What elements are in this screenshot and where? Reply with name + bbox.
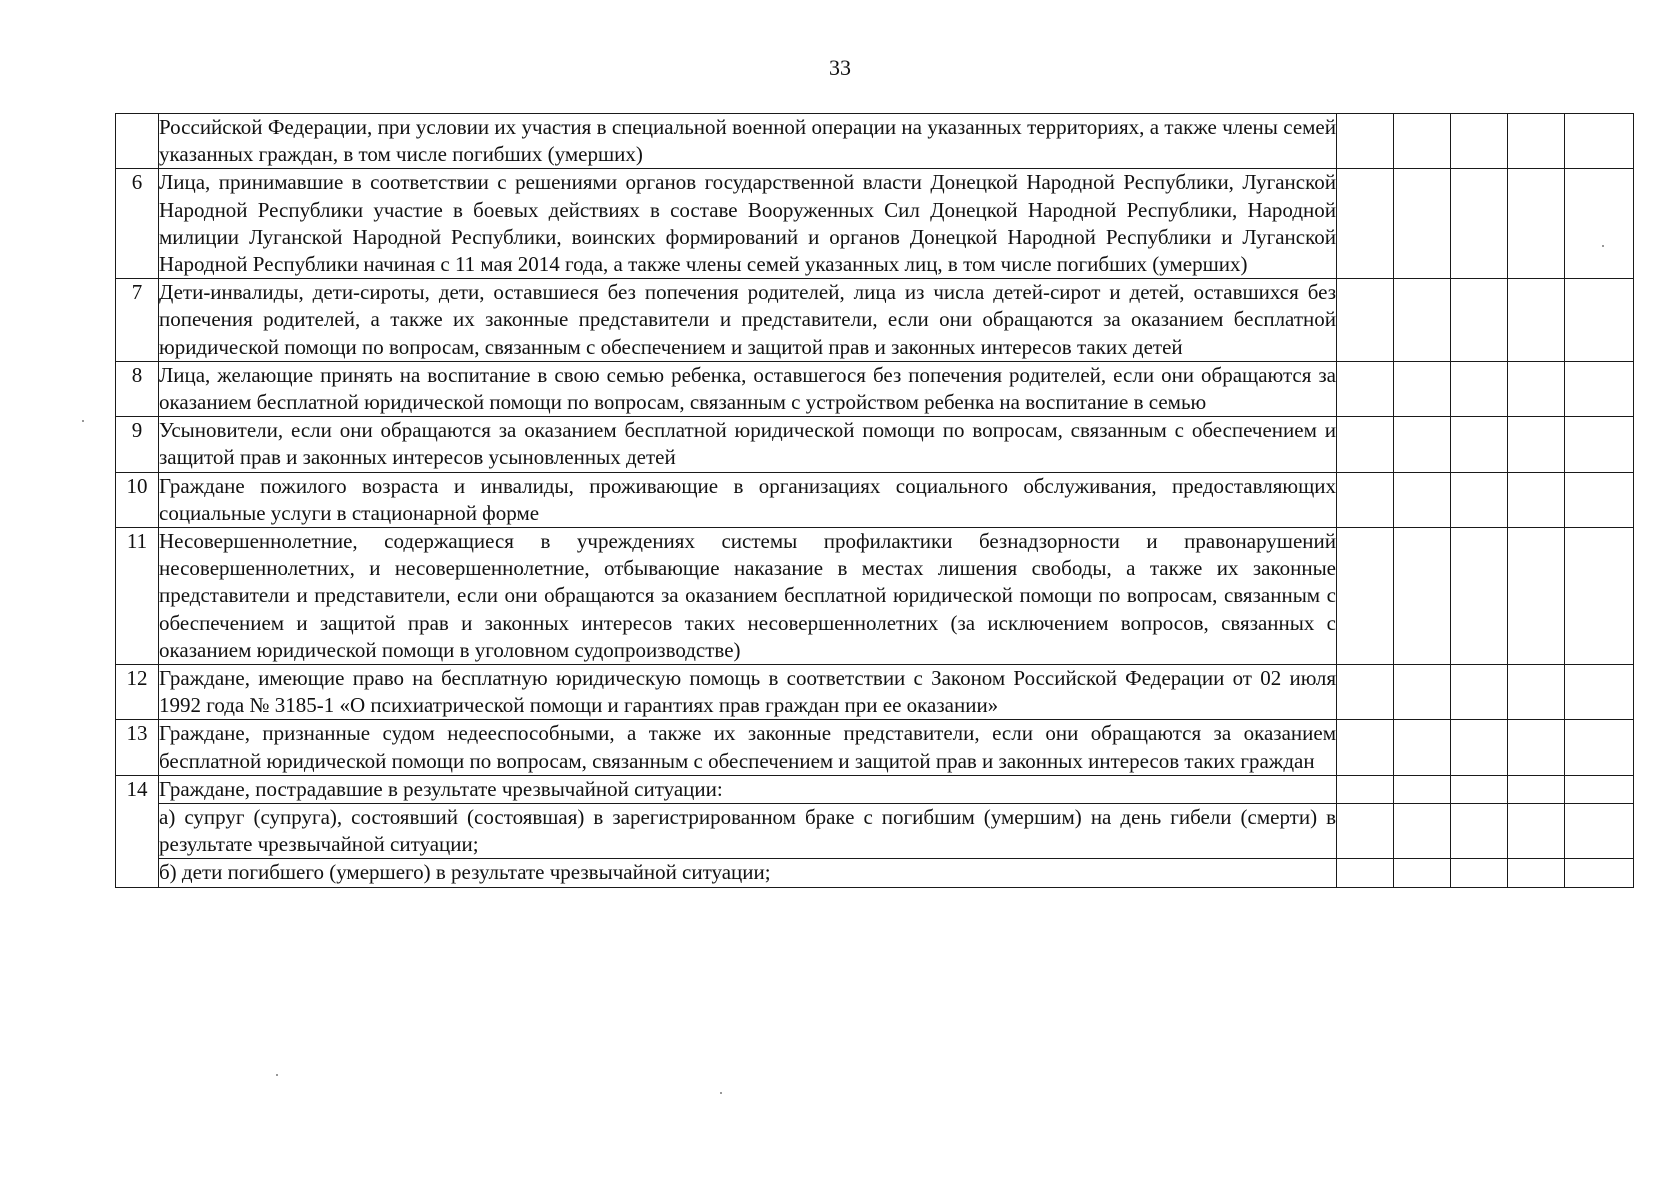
row-number-cell: 8 xyxy=(116,361,159,416)
empty-cell xyxy=(1451,417,1508,472)
table-row xyxy=(116,114,1634,169)
page-number: 33 xyxy=(829,55,851,80)
empty-cell xyxy=(1451,775,1508,803)
empty-cell xyxy=(1394,114,1451,169)
empty-cell xyxy=(1508,417,1565,472)
empty-cell xyxy=(1508,472,1565,527)
empty-cell xyxy=(1451,279,1508,362)
empty-cell xyxy=(1565,169,1634,279)
empty-cell xyxy=(1565,859,1634,887)
empty-cell xyxy=(1451,528,1508,665)
empty-cell xyxy=(1394,472,1451,527)
row-number-cell: 11 xyxy=(116,528,159,665)
empty-cell xyxy=(1565,279,1634,362)
empty-cell xyxy=(1565,417,1634,472)
empty-cell xyxy=(1337,528,1394,665)
empty-cell xyxy=(1508,720,1565,775)
category-text-cell: Граждане, имеющие право на бесплатную юридическую помощь в соответствии с Законом Российской Федерации от 02 июля 1992 года № 3185-1 «О психиатрической помощи и гарантиях прав граждан при ее оказании» xyxy=(159,665,1337,720)
empty-cell xyxy=(1565,665,1634,720)
empty-cell xyxy=(1394,859,1451,887)
empty-cell xyxy=(1394,804,1451,859)
table-row xyxy=(116,417,1634,472)
empty-cell xyxy=(1394,775,1451,803)
empty-cell xyxy=(1337,114,1394,169)
scan-speck xyxy=(82,420,84,422)
table-row xyxy=(116,720,1634,775)
empty-cell xyxy=(1394,279,1451,362)
empty-cell xyxy=(1394,665,1451,720)
row-number-cell: 14 xyxy=(116,775,159,887)
empty-cell xyxy=(1508,528,1565,665)
row-number-cell xyxy=(116,114,159,169)
empty-cell xyxy=(1508,114,1565,169)
row-number-cell: 10 xyxy=(116,472,159,527)
empty-cell xyxy=(1451,859,1508,887)
empty-cell xyxy=(1394,528,1451,665)
row-number-cell: 12 xyxy=(116,665,159,720)
empty-cell xyxy=(1337,720,1394,775)
empty-cell xyxy=(1394,361,1451,416)
empty-cell xyxy=(1565,804,1634,859)
empty-cell xyxy=(1508,859,1565,887)
row-number-cell: 7 xyxy=(116,279,159,362)
subcategory-text-cell: б) дети погибшего (умершего) в результате чрезвычайной ситуации; xyxy=(159,859,1337,887)
row-number-cell: 6 xyxy=(116,169,159,279)
empty-cell xyxy=(1394,417,1451,472)
table-subrow xyxy=(116,859,1634,887)
empty-cell xyxy=(1337,169,1394,279)
empty-cell xyxy=(1508,279,1565,362)
empty-cell xyxy=(1508,804,1565,859)
empty-cell xyxy=(1451,665,1508,720)
empty-cell xyxy=(1451,114,1508,169)
empty-cell xyxy=(1451,804,1508,859)
empty-cell xyxy=(1565,114,1634,169)
category-text-cell: Усыновители, если они обращаются за оказанием бесплатной юридической помощи по вопросам, связанным с обеспечением и защитой прав и законных интересов усыновленных детей xyxy=(159,417,1337,472)
empty-cell xyxy=(1337,361,1394,416)
category-text-cell: Граждане, пострадавшие в результате чрезвычайной ситуации: xyxy=(159,775,1337,803)
table-row xyxy=(116,169,1634,279)
empty-cell xyxy=(1394,169,1451,279)
scan-speck xyxy=(276,1074,278,1076)
table-row xyxy=(116,775,1634,803)
table-row xyxy=(116,665,1634,720)
empty-cell xyxy=(1337,665,1394,720)
empty-cell xyxy=(1565,472,1634,527)
category-text-cell: Российской Федерации, при условии их участия в специальной военной операции на указанных территориях, а также члены семей указанных граждан, в том числе погибших (умерших) xyxy=(159,114,1337,169)
category-text-cell: Лица, желающие принять на воспитание в свою семью ребенка, оставшегося без попечения родителей, если они обращаются за оказанием бесплатной юридической помощи по вопросам, связанным с устройством ребенка на воспитание в семью xyxy=(159,361,1337,416)
subcategory-text-cell: а) супруг (супруга), состоявший (состоявшая) в зарегистрированном браке с погибшим (умершим) на день гибели (смерти) в результате чрезвычайной ситуации; xyxy=(159,804,1337,859)
table-row xyxy=(116,361,1634,416)
empty-cell xyxy=(1565,361,1634,416)
scan-speck xyxy=(720,1092,722,1094)
beneficiaries-table xyxy=(115,113,1634,888)
empty-cell xyxy=(1451,472,1508,527)
empty-cell xyxy=(1565,528,1634,665)
table-row xyxy=(116,279,1634,362)
empty-cell xyxy=(1337,279,1394,362)
row-number-cell: 9 xyxy=(116,417,159,472)
empty-cell xyxy=(1451,169,1508,279)
category-text-cell: Граждане, признанные судом недееспособными, а также их законные представители, если они обращаются за оказанием бесплатной юридической помощи по вопросам, связанным с обеспечением и защитой прав и законных интересов таких граждан xyxy=(159,720,1337,775)
empty-cell xyxy=(1508,775,1565,803)
category-text-cell: Граждане пожилого возраста и инвалиды, проживающие в организациях социального обслуживания, предоставляющих социальные услуги в стационарной форме xyxy=(159,472,1337,527)
row-number-cell: 13 xyxy=(116,720,159,775)
empty-cell xyxy=(1508,361,1565,416)
category-text-cell: Дети-инвалиды, дети-сироты, дети, оставшиеся без попечения родителей, лица из числа детей-сирот и детей, оставшихся без попечения родителей, а также их законные представители и представители, если они обращаются за оказанием бесплатной юридической помощи по вопросам, связанным с обеспечением и защитой прав и законных интересов таких детей xyxy=(159,279,1337,362)
empty-cell xyxy=(1508,169,1565,279)
empty-cell xyxy=(1337,472,1394,527)
empty-cell xyxy=(1337,859,1394,887)
table-row xyxy=(116,528,1634,665)
empty-cell xyxy=(1394,720,1451,775)
empty-cell xyxy=(1565,720,1634,775)
empty-cell xyxy=(1337,417,1394,472)
scan-speck xyxy=(1602,245,1604,247)
empty-cell xyxy=(1508,665,1565,720)
empty-cell xyxy=(1337,775,1394,803)
empty-cell xyxy=(1451,720,1508,775)
empty-cell xyxy=(1451,361,1508,416)
category-text-cell: Лица, принимавшие в соответствии с решениями органов государственной власти Донецкой Народной Республики, Луганской Народной Республики участие в боевых действиях в составе Вооруженных Сил Донецкой Народной Республики, Народной милиции Луганской Народной Республики, воинских формирований и органов Донецкой Народной Республики и Луганской Народной Республики начиная с 11 мая 2014 года, а также члены семей указанных лиц, в том числе погибших (умерших) xyxy=(159,169,1337,279)
table-row xyxy=(116,472,1634,527)
table-subrow xyxy=(116,804,1634,859)
category-text-cell: Несовершеннолетние, содержащиеся в учреждениях системы профилактики безнадзорности и правонарушений несовершеннолетних, и несовершеннолетние, отбывающие наказание в местах лишения свободы, а также их законные представители и представители, если они обращаются за оказанием бесплатной юридической помощи по вопросам, связанным с обеспечением и защитой прав и законных интересов таких несовершеннолетних (за исключением вопросов, связанных с оказанием юридической помощи в уголовном судопроизводстве) xyxy=(159,528,1337,665)
empty-cell xyxy=(1565,775,1634,803)
empty-cell xyxy=(1337,804,1394,859)
